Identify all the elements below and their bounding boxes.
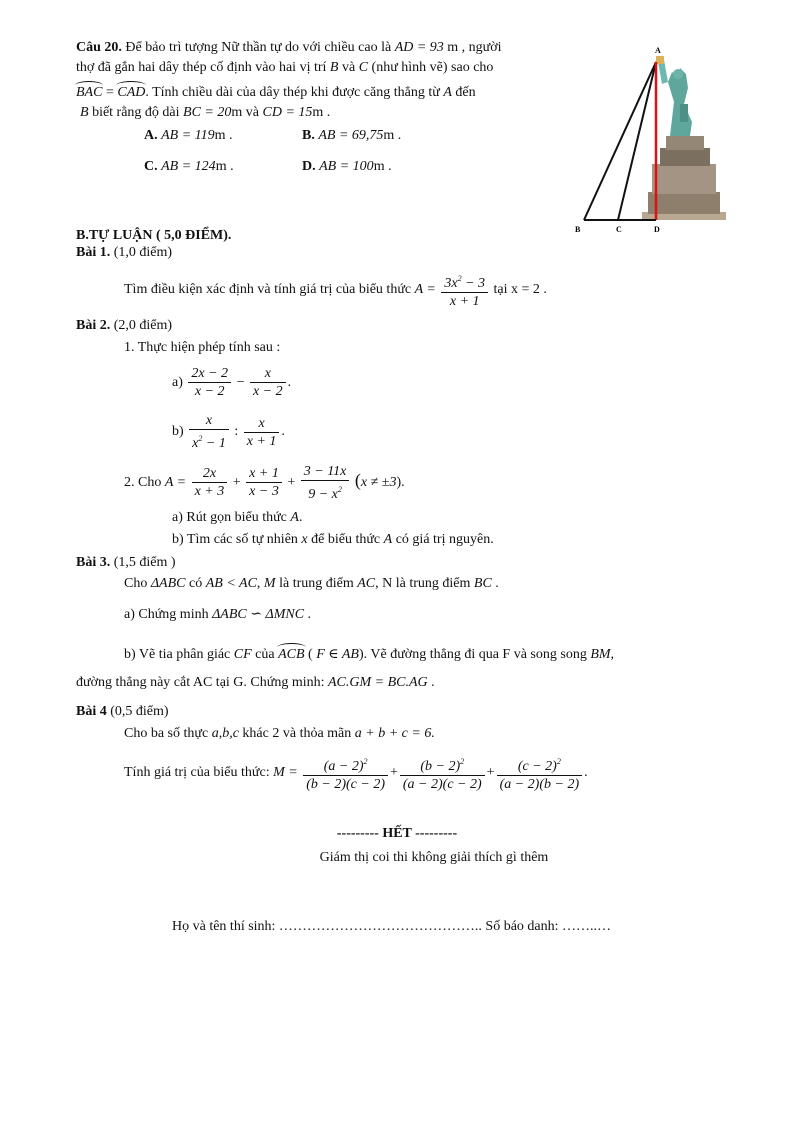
exercise-points: (0,5 điểm): [110, 704, 169, 719]
unit: m , người: [447, 40, 502, 55]
option-unit: m .: [214, 128, 233, 143]
math: AB < AC: [205, 576, 257, 591]
exponent: 2: [198, 434, 203, 443]
item-label: a): [172, 375, 183, 390]
exercise-points: (2,0 điểm): [113, 318, 173, 333]
math: AD = 93: [394, 40, 444, 55]
operator: +: [287, 475, 296, 490]
text: và: [245, 105, 259, 120]
question-20-line-2: [76, 59, 493, 77]
paren-end: ).: [396, 475, 405, 490]
option-math: AB = 100: [319, 159, 374, 174]
exercise-points: (1,5 điểm ): [113, 555, 176, 570]
end-dot: .: [298, 510, 303, 525]
text: và: [341, 60, 356, 75]
fraction: [303, 753, 388, 793]
math: a + b + c = 6.: [354, 726, 435, 741]
text: , N là trung điểm: [375, 576, 471, 591]
numerator-rest: − 3: [461, 276, 486, 291]
condition: x ≠ ±3: [360, 475, 397, 490]
text: thợ đã gắn hai dây thép cố định vào hai vị trí: [76, 60, 327, 75]
math: F ∈ AB: [316, 647, 359, 662]
fraction: [400, 753, 485, 793]
text: Cho: [124, 576, 148, 591]
math-x: x: [301, 532, 308, 547]
math: M: [263, 576, 276, 591]
unit: m: [231, 105, 243, 120]
line-ab: [584, 62, 656, 220]
exponent: 2: [337, 484, 342, 494]
statue-image: [642, 56, 726, 220]
math: a,b,c: [211, 726, 239, 741]
numerator: x: [244, 415, 280, 433]
option-unit: m .: [373, 159, 392, 174]
text: để biểu thức: [311, 532, 381, 547]
exercise-points: (1,0 điểm): [113, 245, 173, 260]
option-math: AB = 119: [161, 128, 215, 143]
option-label: D.: [302, 159, 316, 174]
exercise-label: Bài 4: [76, 704, 107, 719]
text: .: [307, 607, 312, 622]
option-b: [302, 127, 401, 145]
fraction: [192, 465, 228, 500]
item-label: b): [172, 424, 184, 440]
option-math: AB = 69,75: [318, 128, 384, 143]
denominator: x − 2: [194, 384, 225, 400]
fraction: [244, 415, 280, 450]
exercise-1-body: [124, 270, 547, 310]
text: Tính giá trị của biểu thức:: [124, 765, 270, 781]
point-c-label: C: [616, 225, 622, 234]
numerator: x + 1: [246, 465, 282, 483]
text: Tìm điều kiện xác định và tính giá trị của biểu thức: [124, 282, 412, 298]
exponent: 2: [457, 274, 462, 283]
text: đường thẳng này cắt AC tại G. Chứng minh:: [76, 675, 325, 690]
text: (như hình vẽ) sao cho: [371, 60, 494, 75]
option-label: B.: [302, 128, 315, 143]
numerator: x: [250, 365, 286, 383]
math-a: A =: [414, 282, 436, 298]
text: có: [189, 576, 203, 591]
fraction: [441, 270, 488, 310]
option-label: A.: [144, 128, 158, 143]
numerator: (a − 2): [323, 759, 364, 774]
math-a: A =: [164, 475, 187, 490]
option-unit: m .: [383, 128, 402, 143]
exponent: 2: [363, 757, 368, 766]
option-unit: m .: [215, 159, 234, 174]
exercise-2-part-1: 1. Thực hiện phép tính sau :: [124, 340, 281, 355]
text: khác 2 và thỏa mãn: [242, 726, 352, 741]
denominator: 9 − x: [308, 486, 338, 502]
math: BM: [590, 647, 611, 662]
exercise-3-line-4: [76, 674, 435, 692]
operator: :: [234, 424, 239, 440]
question-label: Câu 20.: [76, 40, 122, 55]
end-dot: .: [287, 375, 292, 390]
denominator: x + 1: [246, 433, 277, 449]
option-math: AB = 124: [161, 159, 216, 174]
option-label: C.: [144, 159, 158, 174]
end-text: --------- HẾT ---------: [336, 826, 458, 841]
math-m: M =: [273, 765, 298, 781]
numerator: (c − 2): [517, 759, 557, 774]
numerator: x: [189, 412, 229, 430]
statue-figure: [574, 44, 734, 234]
fraction: [497, 753, 583, 793]
proctor-note: Giám thị coi thi không giải thích gì thêm: [319, 850, 549, 865]
exponent: 2: [460, 757, 465, 766]
math-a: A: [383, 532, 393, 547]
exercise-3-line-3: [124, 646, 614, 664]
text: Để bảo trì tượng Nữ thần tự do với chiều cao là: [125, 40, 392, 55]
math-a: A: [290, 510, 299, 525]
exercise-2-part-2: [124, 460, 405, 503]
exercise-label: Bài 2.: [76, 318, 111, 333]
question-20-line-3: [76, 84, 476, 102]
text: 2. Cho: [124, 475, 162, 490]
end-marker: [0, 825, 794, 843]
end-dot: .: [584, 765, 588, 781]
math-b: B: [80, 105, 89, 120]
exercise-4-title: [76, 703, 169, 721]
unit: m .: [312, 105, 331, 120]
exponent: 2: [556, 757, 561, 766]
text: là trung điểm: [279, 576, 354, 591]
angle-cad: CAD: [117, 85, 146, 100]
text: .: [431, 675, 435, 690]
exercise-label: Bài 1.: [76, 245, 111, 260]
numerator: 3 − 11x: [301, 463, 350, 481]
text: có giá trị nguyên.: [395, 532, 494, 547]
denominator: (a − 2)(b − 2): [499, 777, 580, 792]
math: AC.GM = BC.AG: [328, 675, 428, 690]
operator: +: [389, 765, 398, 781]
text: biết rằng độ dài: [92, 105, 180, 120]
math: AC: [357, 576, 376, 591]
paren: (: [354, 470, 361, 490]
text: a) Chứng minh: [124, 607, 209, 622]
text: tại x = 2 .: [493, 282, 547, 298]
math: BC: [473, 576, 492, 591]
text: ,: [256, 576, 264, 591]
end-dot: .: [281, 424, 285, 440]
denominator: x: [192, 436, 199, 451]
exercise-2-item-b: [172, 412, 285, 452]
denominator: x − 2: [252, 384, 283, 400]
text: . Tính chiều dài của dây thép khi được căng thẳng từ: [145, 85, 440, 100]
point-a-label: A: [655, 46, 661, 55]
option-d: [302, 158, 392, 176]
math-c: C: [358, 60, 369, 75]
angle-bac: BAC: [76, 85, 103, 100]
angle-acb: ACB: [278, 647, 305, 662]
math: ΔABC ∽ ΔMNC: [212, 607, 305, 622]
exercise-2-question-a: [172, 509, 302, 527]
exercise-4-line-1: [124, 725, 435, 743]
numerator: 3x: [444, 276, 458, 291]
question-20-line-1: [76, 39, 502, 57]
text: ,: [610, 647, 615, 662]
candidate-info: Họ và tên thí sinh: …………………………………….. Số báo danh: ……..…: [172, 919, 612, 934]
denominator: (b − 2)(c − 2): [306, 777, 385, 792]
numerator: (b − 2): [420, 759, 461, 774]
denominator: (a − 2)(c − 2): [402, 777, 482, 792]
exercise-3-line-2: [124, 606, 311, 624]
math-b: B: [329, 60, 339, 75]
question-20-line-4: [80, 104, 330, 122]
text: a) Rút gọn biểu thức: [172, 510, 287, 525]
fraction: [301, 463, 350, 503]
point-b-label: B: [575, 225, 581, 234]
text: đến: [455, 85, 476, 100]
fraction: [250, 365, 286, 400]
text: Cho ba số thực: [124, 726, 209, 741]
math-cd: CD = 15: [262, 105, 313, 120]
exercise-3-title: [76, 554, 176, 572]
point-d-label: D: [654, 225, 660, 234]
equals: =: [105, 85, 114, 100]
math-bc: BC = 20: [183, 105, 232, 120]
math-a: A: [443, 85, 452, 100]
denominator-rest: − 1: [202, 436, 226, 451]
exercise-3-line-1: [124, 575, 499, 593]
text: ). Vẽ đường thẳng đi qua F và song song: [358, 647, 587, 662]
fraction: [188, 365, 231, 400]
fraction: [189, 412, 229, 452]
denominator: x + 1: [449, 294, 480, 309]
exercise-1-title: [76, 244, 172, 262]
operator: +: [486, 765, 495, 781]
denominator: x + 3: [194, 484, 225, 500]
text: b) Vẽ tia phân giác: [124, 647, 231, 662]
text: .: [495, 576, 499, 591]
operator: +: [232, 475, 241, 490]
exercise-label: Bài 3.: [76, 555, 111, 570]
math: CF: [233, 647, 252, 662]
text: b) Tìm các số tự nhiên: [172, 532, 298, 547]
denominator: x − 3: [249, 484, 279, 500]
option-c: [144, 158, 234, 176]
numerator: 2x: [192, 465, 228, 483]
text: (: [308, 647, 313, 662]
exercise-2-title: [76, 317, 172, 335]
exercise-2-item-a: [172, 363, 291, 403]
option-a: [144, 127, 233, 145]
section-heading: B.TỰ LUẬN ( 5,0 ĐIỂM).: [76, 228, 232, 243]
math: ΔABC: [150, 576, 186, 591]
numerator: 2x − 2: [188, 365, 231, 383]
exercise-2-question-b: [172, 531, 494, 549]
text: của: [255, 647, 275, 662]
fraction: [246, 465, 282, 500]
operator: −: [236, 375, 245, 390]
exercise-4-line-2: [124, 753, 588, 793]
